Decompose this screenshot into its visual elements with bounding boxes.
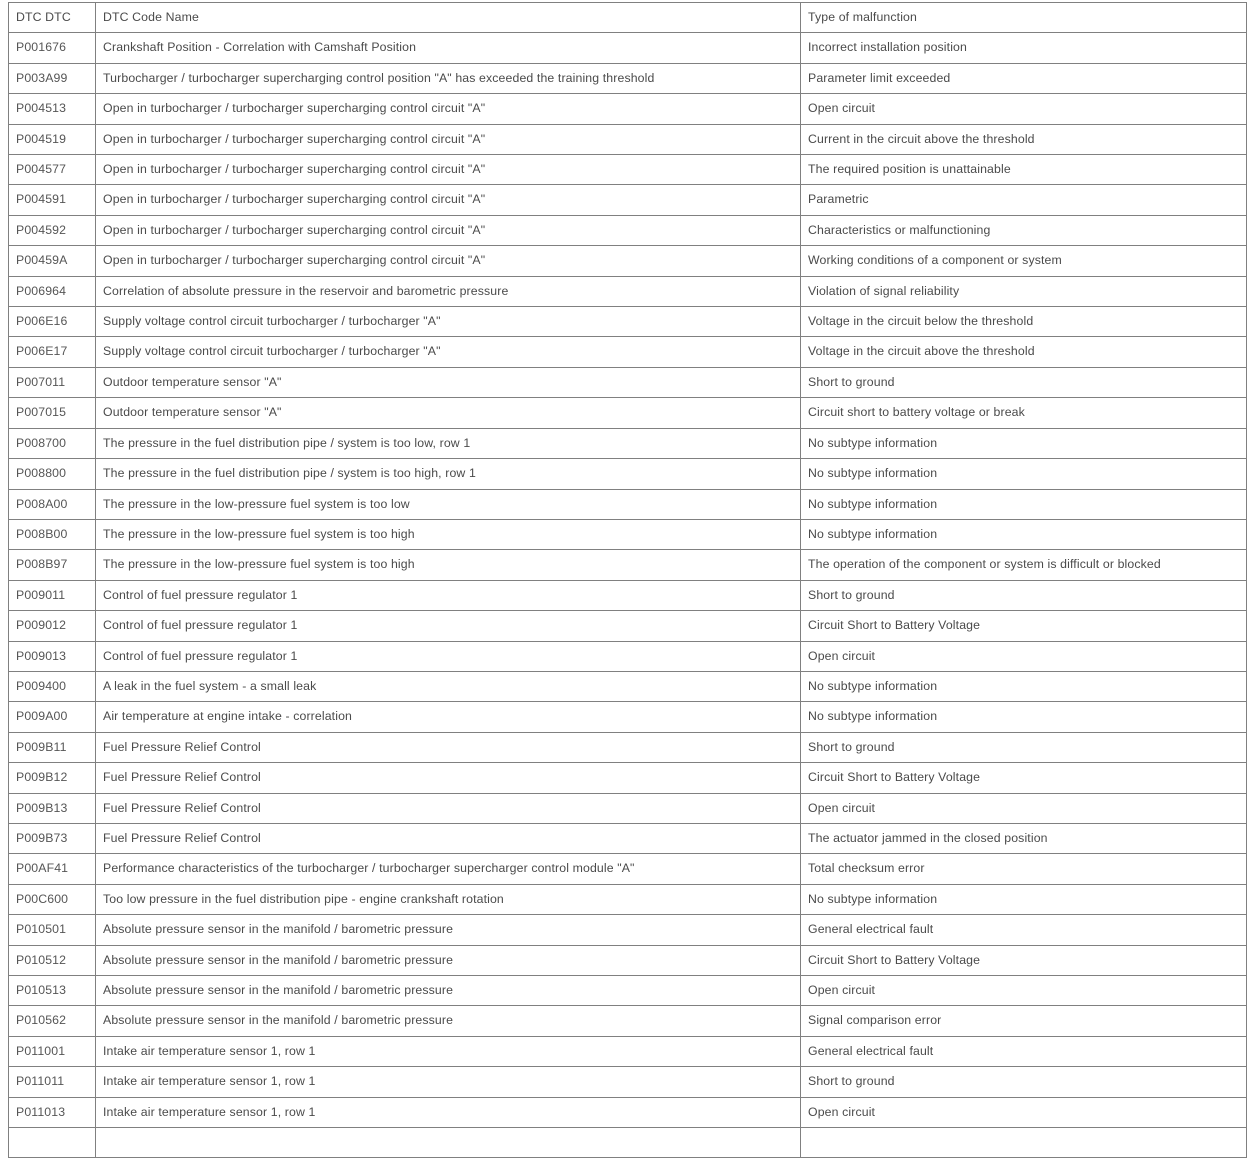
cell-type-of-malfunction: Voltage in the circuit above the threshold [801,337,1247,367]
cell-type-of-malfunction: The actuator jammed in the closed position [801,823,1247,853]
cell-dtc-code: P009A00 [9,702,96,732]
cell-dtc-code: P009400 [9,671,96,701]
cell-dtc-code-name: Open in turbocharger / turbocharger supercharging control circuit "A" [96,155,801,185]
cell-dtc-code-name: The pressure in the low-pressure fuel system is too low [96,489,801,519]
cell-type-of-malfunction: Short to ground [801,1067,1247,1097]
cell-type-of-malfunction: Circuit Short to Battery Voltage [801,763,1247,793]
table-row [9,823,1247,853]
cell-type-of-malfunction: No subtype information [801,489,1247,519]
table-row [9,63,1247,93]
cell-dtc-code: P009B73 [9,823,96,853]
table-row [9,1006,1247,1036]
cell-dtc-code-name: Open in turbocharger / turbocharger supercharging control circuit "A" [96,124,801,154]
cell-type-of-malfunction: Total checksum error [801,854,1247,884]
cell-dtc-code-name: Intake air temperature sensor 1, row 1 [96,1097,801,1127]
cell-dtc-code: P008B00 [9,519,96,549]
cell-type-of-malfunction: No subtype information [801,519,1247,549]
cell-type-of-malfunction: Open circuit [801,976,1247,1006]
table-body [9,33,1247,1158]
cell-dtc-code: P004592 [9,215,96,245]
cell-dtc-code-name: Too low pressure in the fuel distribution pipe - engine crankshaft rotation [96,884,801,914]
cell-type-of-malfunction: No subtype information [801,671,1247,701]
table-row [9,884,1247,914]
cell-dtc-code: P008800 [9,459,96,489]
table-row [9,793,1247,823]
cell-type-of-malfunction: No subtype information [801,884,1247,914]
table-row [9,611,1247,641]
table-row [9,915,1247,945]
table-row [9,489,1247,519]
cell-type-of-malfunction: Open circuit [801,1097,1247,1127]
cell-dtc-code: P008A00 [9,489,96,519]
table-row [9,671,1247,701]
cell-dtc-code: P00C600 [9,884,96,914]
cell-dtc-code-name: Intake air temperature sensor 1, row 1 [96,1067,801,1097]
cell-dtc-code [9,1128,96,1158]
cell-dtc-code-name: Open in turbocharger / turbocharger supercharging control circuit "A" [96,94,801,124]
cell-dtc-code-name: Outdoor temperature sensor "A" [96,367,801,397]
cell-dtc-code-name: Crankshaft Position - Correlation with Camshaft Position [96,33,801,63]
cell-dtc-code: P010501 [9,915,96,945]
table-row [9,428,1247,458]
table-row [9,519,1247,549]
table-row [9,945,1247,975]
cell-dtc-code: P007015 [9,398,96,428]
table-row [9,215,1247,245]
cell-dtc-code-name: Supply voltage control circuit turbocharger / turbocharger "A" [96,307,801,337]
cell-dtc-code-name: Open in turbocharger / turbocharger supercharging control circuit "A" [96,185,801,215]
table-row [9,124,1247,154]
cell-dtc-code-name: Absolute pressure sensor in the manifold / barometric pressure [96,1006,801,1036]
cell-type-of-malfunction: Parameter limit exceeded [801,63,1247,93]
cell-dtc-code: P011013 [9,1097,96,1127]
table-row [9,155,1247,185]
cell-type-of-malfunction: Incorrect installation position [801,33,1247,63]
cell-type-of-malfunction: Open circuit [801,94,1247,124]
cell-type-of-malfunction: Short to ground [801,580,1247,610]
cell-type-of-malfunction: Circuit Short to Battery Voltage [801,611,1247,641]
table-row [9,459,1247,489]
table-row [9,1036,1247,1066]
cell-type-of-malfunction: No subtype information [801,459,1247,489]
cell-type-of-malfunction: General electrical fault [801,915,1247,945]
cell-type-of-malfunction: Working conditions of a component or system [801,246,1247,276]
cell-dtc-code: P009B12 [9,763,96,793]
cell-dtc-code: P004577 [9,155,96,185]
cell-dtc-code-name: Absolute pressure sensor in the manifold / barometric pressure [96,945,801,975]
cell-dtc-code: P010512 [9,945,96,975]
column-header-type-of-malfunction: Type of malfunction [801,3,1247,33]
cell-dtc-code: P009B11 [9,732,96,762]
cell-type-of-malfunction: General electrical fault [801,1036,1247,1066]
table-row [9,1128,1247,1158]
cell-type-of-malfunction: Signal comparison error [801,1006,1247,1036]
cell-dtc-code: P009B13 [9,793,96,823]
table-row [9,398,1247,428]
table-header [9,3,1247,33]
cell-type-of-malfunction: Current in the circuit above the threshold [801,124,1247,154]
cell-type-of-malfunction: Open circuit [801,793,1247,823]
cell-dtc-code-name: The pressure in the low-pressure fuel system is too high [96,550,801,580]
cell-type-of-malfunction: No subtype information [801,428,1247,458]
cell-dtc-code: P001676 [9,33,96,63]
cell-dtc-code: P009013 [9,641,96,671]
table-row [9,854,1247,884]
table-row [9,763,1247,793]
cell-dtc-code-name: Fuel Pressure Relief Control [96,763,801,793]
table-row [9,732,1247,762]
table-row [9,94,1247,124]
cell-dtc-code: P009011 [9,580,96,610]
cell-dtc-code-name: Open in turbocharger / turbocharger supercharging control circuit "A" [96,246,801,276]
table-row [9,641,1247,671]
table-row [9,1097,1247,1127]
cell-dtc-code: P006E17 [9,337,96,367]
cell-dtc-code: P006E16 [9,307,96,337]
cell-dtc-code: P00459A [9,246,96,276]
cell-type-of-malfunction: Voltage in the circuit below the threshold [801,307,1247,337]
cell-dtc-code-name: Fuel Pressure Relief Control [96,732,801,762]
cell-type-of-malfunction: Open circuit [801,641,1247,671]
cell-dtc-code: P004519 [9,124,96,154]
cell-dtc-code: P004591 [9,185,96,215]
cell-dtc-code: P009012 [9,611,96,641]
cell-dtc-code-name: Performance characteristics of the turbocharger / turbocharger supercharger control module "A" [96,854,801,884]
cell-type-of-malfunction: Parametric [801,185,1247,215]
cell-dtc-code: P008B97 [9,550,96,580]
table-row [9,185,1247,215]
table-row [9,550,1247,580]
cell-dtc-code-name: Absolute pressure sensor in the manifold / barometric pressure [96,915,801,945]
cell-dtc-code-name: Intake air temperature sensor 1, row 1 [96,1036,801,1066]
cell-dtc-code-name: A leak in the fuel system - a small leak [96,671,801,701]
cell-dtc-code: P008700 [9,428,96,458]
cell-dtc-code-name: Control of fuel pressure regulator 1 [96,580,801,610]
table-row [9,976,1247,1006]
column-header-dtc-code-name: DTC Code Name [96,3,801,33]
table-row [9,580,1247,610]
cell-dtc-code-name: The pressure in the fuel distribution pipe / system is too high, row 1 [96,459,801,489]
cell-dtc-code-name: Open in turbocharger / turbocharger supercharging control circuit "A" [96,215,801,245]
cell-dtc-code-name: Control of fuel pressure regulator 1 [96,611,801,641]
column-header-dtc-code: DTC DTC [9,3,96,33]
cell-type-of-malfunction [801,1128,1247,1158]
cell-dtc-code: P010513 [9,976,96,1006]
table-row [9,246,1247,276]
table-row [9,276,1247,306]
table-row [9,1067,1247,1097]
table-row [9,33,1247,63]
cell-type-of-malfunction: The operation of the component or system is difficult or blocked [801,550,1247,580]
cell-dtc-code: P011011 [9,1067,96,1097]
table-row [9,367,1247,397]
cell-dtc-code: P006964 [9,276,96,306]
cell-dtc-code-name: Correlation of absolute pressure in the reservoir and barometric pressure [96,276,801,306]
cell-dtc-code-name [96,1128,801,1158]
cell-dtc-code: P004513 [9,94,96,124]
cell-dtc-code-name: Fuel Pressure Relief Control [96,793,801,823]
cell-type-of-malfunction: No subtype information [801,702,1247,732]
cell-type-of-malfunction: The required position is unattainable [801,155,1247,185]
cell-dtc-code-name: Air temperature at engine intake - correlation [96,702,801,732]
cell-dtc-code: P00AF41 [9,854,96,884]
cell-type-of-malfunction: Characteristics or malfunctioning [801,215,1247,245]
dtc-code-table [8,2,1247,1158]
cell-dtc-code-name: Absolute pressure sensor in the manifold / barometric pressure [96,976,801,1006]
cell-type-of-malfunction: Circuit short to battery voltage or break [801,398,1247,428]
cell-dtc-code-name: The pressure in the fuel distribution pipe / system is too low, row 1 [96,428,801,458]
cell-dtc-code-name: Turbocharger / turbocharger supercharging control position "A" has exceeded the training threshold [96,63,801,93]
dtc-table-container [8,2,1246,1119]
cell-type-of-malfunction: Circuit Short to Battery Voltage [801,945,1247,975]
cell-dtc-code-name: Outdoor temperature sensor "A" [96,398,801,428]
table-row [9,337,1247,367]
table-header-row [9,3,1247,33]
cell-dtc-code-name: Fuel Pressure Relief Control [96,823,801,853]
cell-dtc-code-name: Control of fuel pressure regulator 1 [96,641,801,671]
cell-type-of-malfunction: Violation of signal reliability [801,276,1247,306]
cell-type-of-malfunction: Short to ground [801,367,1247,397]
cell-dtc-code: P003A99 [9,63,96,93]
cell-type-of-malfunction: Short to ground [801,732,1247,762]
table-row [9,702,1247,732]
cell-dtc-code-name: The pressure in the low-pressure fuel system is too high [96,519,801,549]
cell-dtc-code: P010562 [9,1006,96,1036]
cell-dtc-code-name: Supply voltage control circuit turbocharger / turbocharger "A" [96,337,801,367]
cell-dtc-code: P007011 [9,367,96,397]
table-row [9,307,1247,337]
cell-dtc-code: P011001 [9,1036,96,1066]
